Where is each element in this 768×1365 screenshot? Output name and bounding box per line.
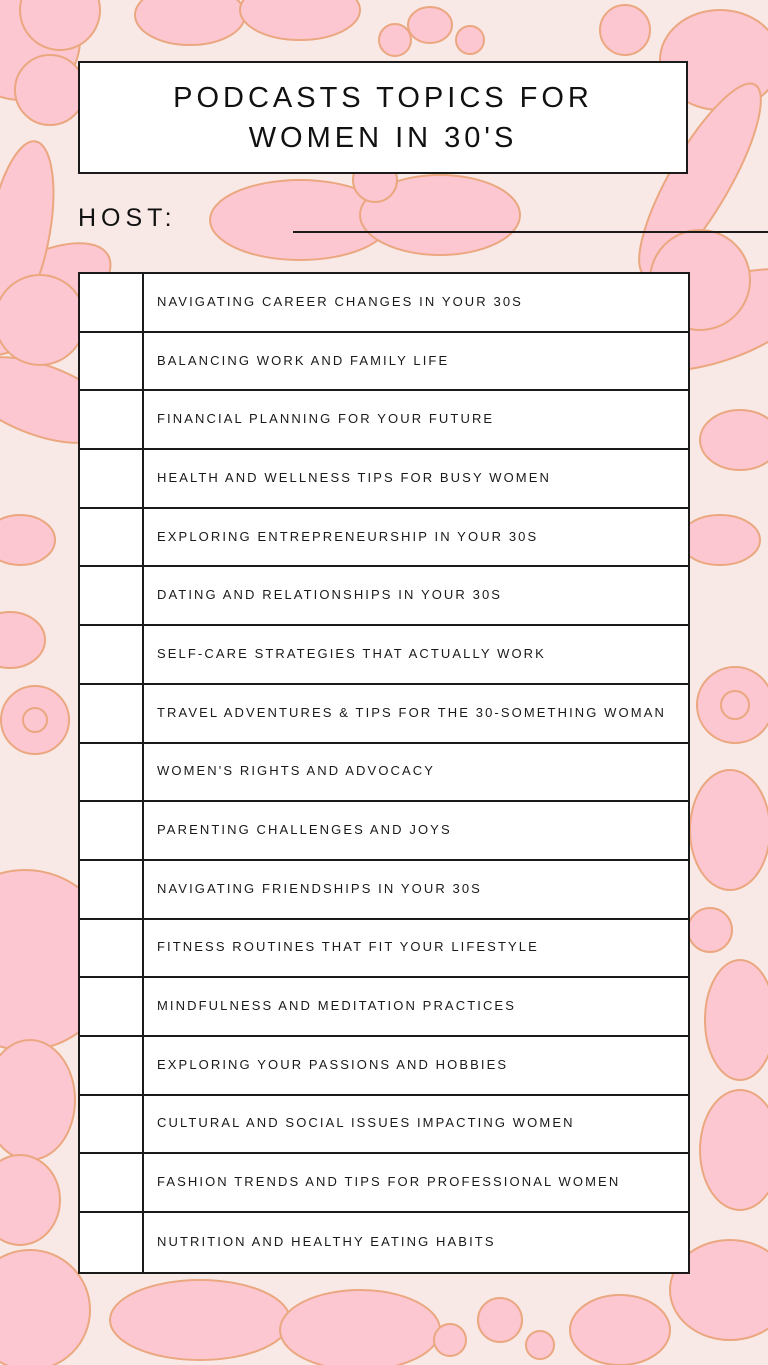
topic-row: [80, 802, 688, 861]
topic-row: [80, 1154, 688, 1213]
topic-label: BALANCING WORK AND FAMILY LIFE: [157, 352, 450, 368]
topic-label: SELF-CARE STRATEGIES THAT ACTUALLY WORK: [157, 645, 546, 661]
host-label: HOST:: [78, 204, 177, 232]
topic-row: [80, 861, 688, 920]
topic-checkbox[interactable]: [80, 1037, 144, 1094]
topic-checkbox[interactable]: [80, 1154, 144, 1211]
page-title-line-1: PODCASTS TOPICS FOR: [173, 81, 593, 114]
topic-label: EXPLORING ENTREPRENEURSHIP IN YOUR 30S: [157, 528, 539, 544]
topic-checkbox[interactable]: [80, 274, 144, 331]
topic-label: MINDFULNESS AND MEDITATION PRACTICES: [157, 998, 516, 1014]
topic-row: [80, 744, 688, 803]
topic-label: NAVIGATING CAREER CHANGES IN YOUR 30S: [157, 293, 523, 309]
topic-checkbox[interactable]: [80, 861, 144, 918]
topic-row: [80, 567, 688, 626]
topic-label: FASHION TRENDS AND TIPS FOR PROFESSIONAL WOMEN: [157, 1174, 621, 1190]
topic-checkbox[interactable]: [80, 802, 144, 859]
topic-checkbox[interactable]: [80, 450, 144, 507]
topic-row: [80, 333, 688, 392]
topic-row: [80, 1037, 688, 1096]
topic-checkbox[interactable]: [80, 509, 144, 566]
topic-label: FITNESS ROUTINES THAT FIT YOUR LIFESTYLE: [157, 939, 539, 955]
topic-checkbox[interactable]: [80, 685, 144, 742]
topic-checkbox[interactable]: [80, 333, 144, 390]
topic-label: NUTRITION AND HEALTHY EATING HABITS: [157, 1233, 496, 1249]
topic-row: [80, 626, 688, 685]
topic-checkbox[interactable]: [80, 978, 144, 1035]
topic-row: [80, 274, 688, 333]
topic-checkbox[interactable]: [80, 1096, 144, 1153]
topic-row: [80, 920, 688, 979]
topic-checkbox[interactable]: [80, 1213, 144, 1272]
host-row: [78, 200, 692, 240]
topic-label: WOMEN'S RIGHTS AND ADVOCACY: [157, 763, 436, 779]
topic-row: [80, 450, 688, 509]
topic-label: NAVIGATING FRIENDSHIPS IN YOUR 30S: [157, 880, 482, 896]
topic-label: DATING AND RELATIONSHIPS IN YOUR 30S: [157, 587, 503, 603]
topic-row: [80, 1213, 688, 1272]
topic-row: [80, 391, 688, 450]
topic-label: EXPLORING YOUR PASSIONS AND HOBBIES: [157, 1056, 509, 1072]
topic-label: HEALTH AND WELLNESS TIPS FOR BUSY WOMEN: [157, 469, 551, 485]
topic-row: [80, 685, 688, 744]
topic-label: PARENTING CHALLENGES AND JOYS: [157, 822, 452, 838]
page-title-line-2: WOMEN IN 30'S: [248, 121, 518, 154]
topic-label: FINANCIAL PLANNING FOR YOUR FUTURE: [157, 411, 495, 427]
topics-checklist: [78, 272, 690, 1274]
topic-checkbox[interactable]: [80, 567, 144, 624]
topic-checkbox[interactable]: [80, 391, 144, 448]
title-box: [78, 61, 688, 174]
host-input-line[interactable]: [293, 231, 768, 233]
topic-checkbox[interactable]: [80, 626, 144, 683]
topic-checkbox[interactable]: [80, 744, 144, 801]
topic-label: CULTURAL AND SOCIAL ISSUES IMPACTING WOMEN: [157, 1115, 575, 1131]
topic-label: TRAVEL ADVENTURES & TIPS FOR THE 30-SOMETHING WOMAN: [157, 704, 666, 720]
topic-row: [80, 978, 688, 1037]
topic-row: [80, 509, 688, 568]
topic-checkbox[interactable]: [80, 920, 144, 977]
topic-row: [80, 1096, 688, 1155]
